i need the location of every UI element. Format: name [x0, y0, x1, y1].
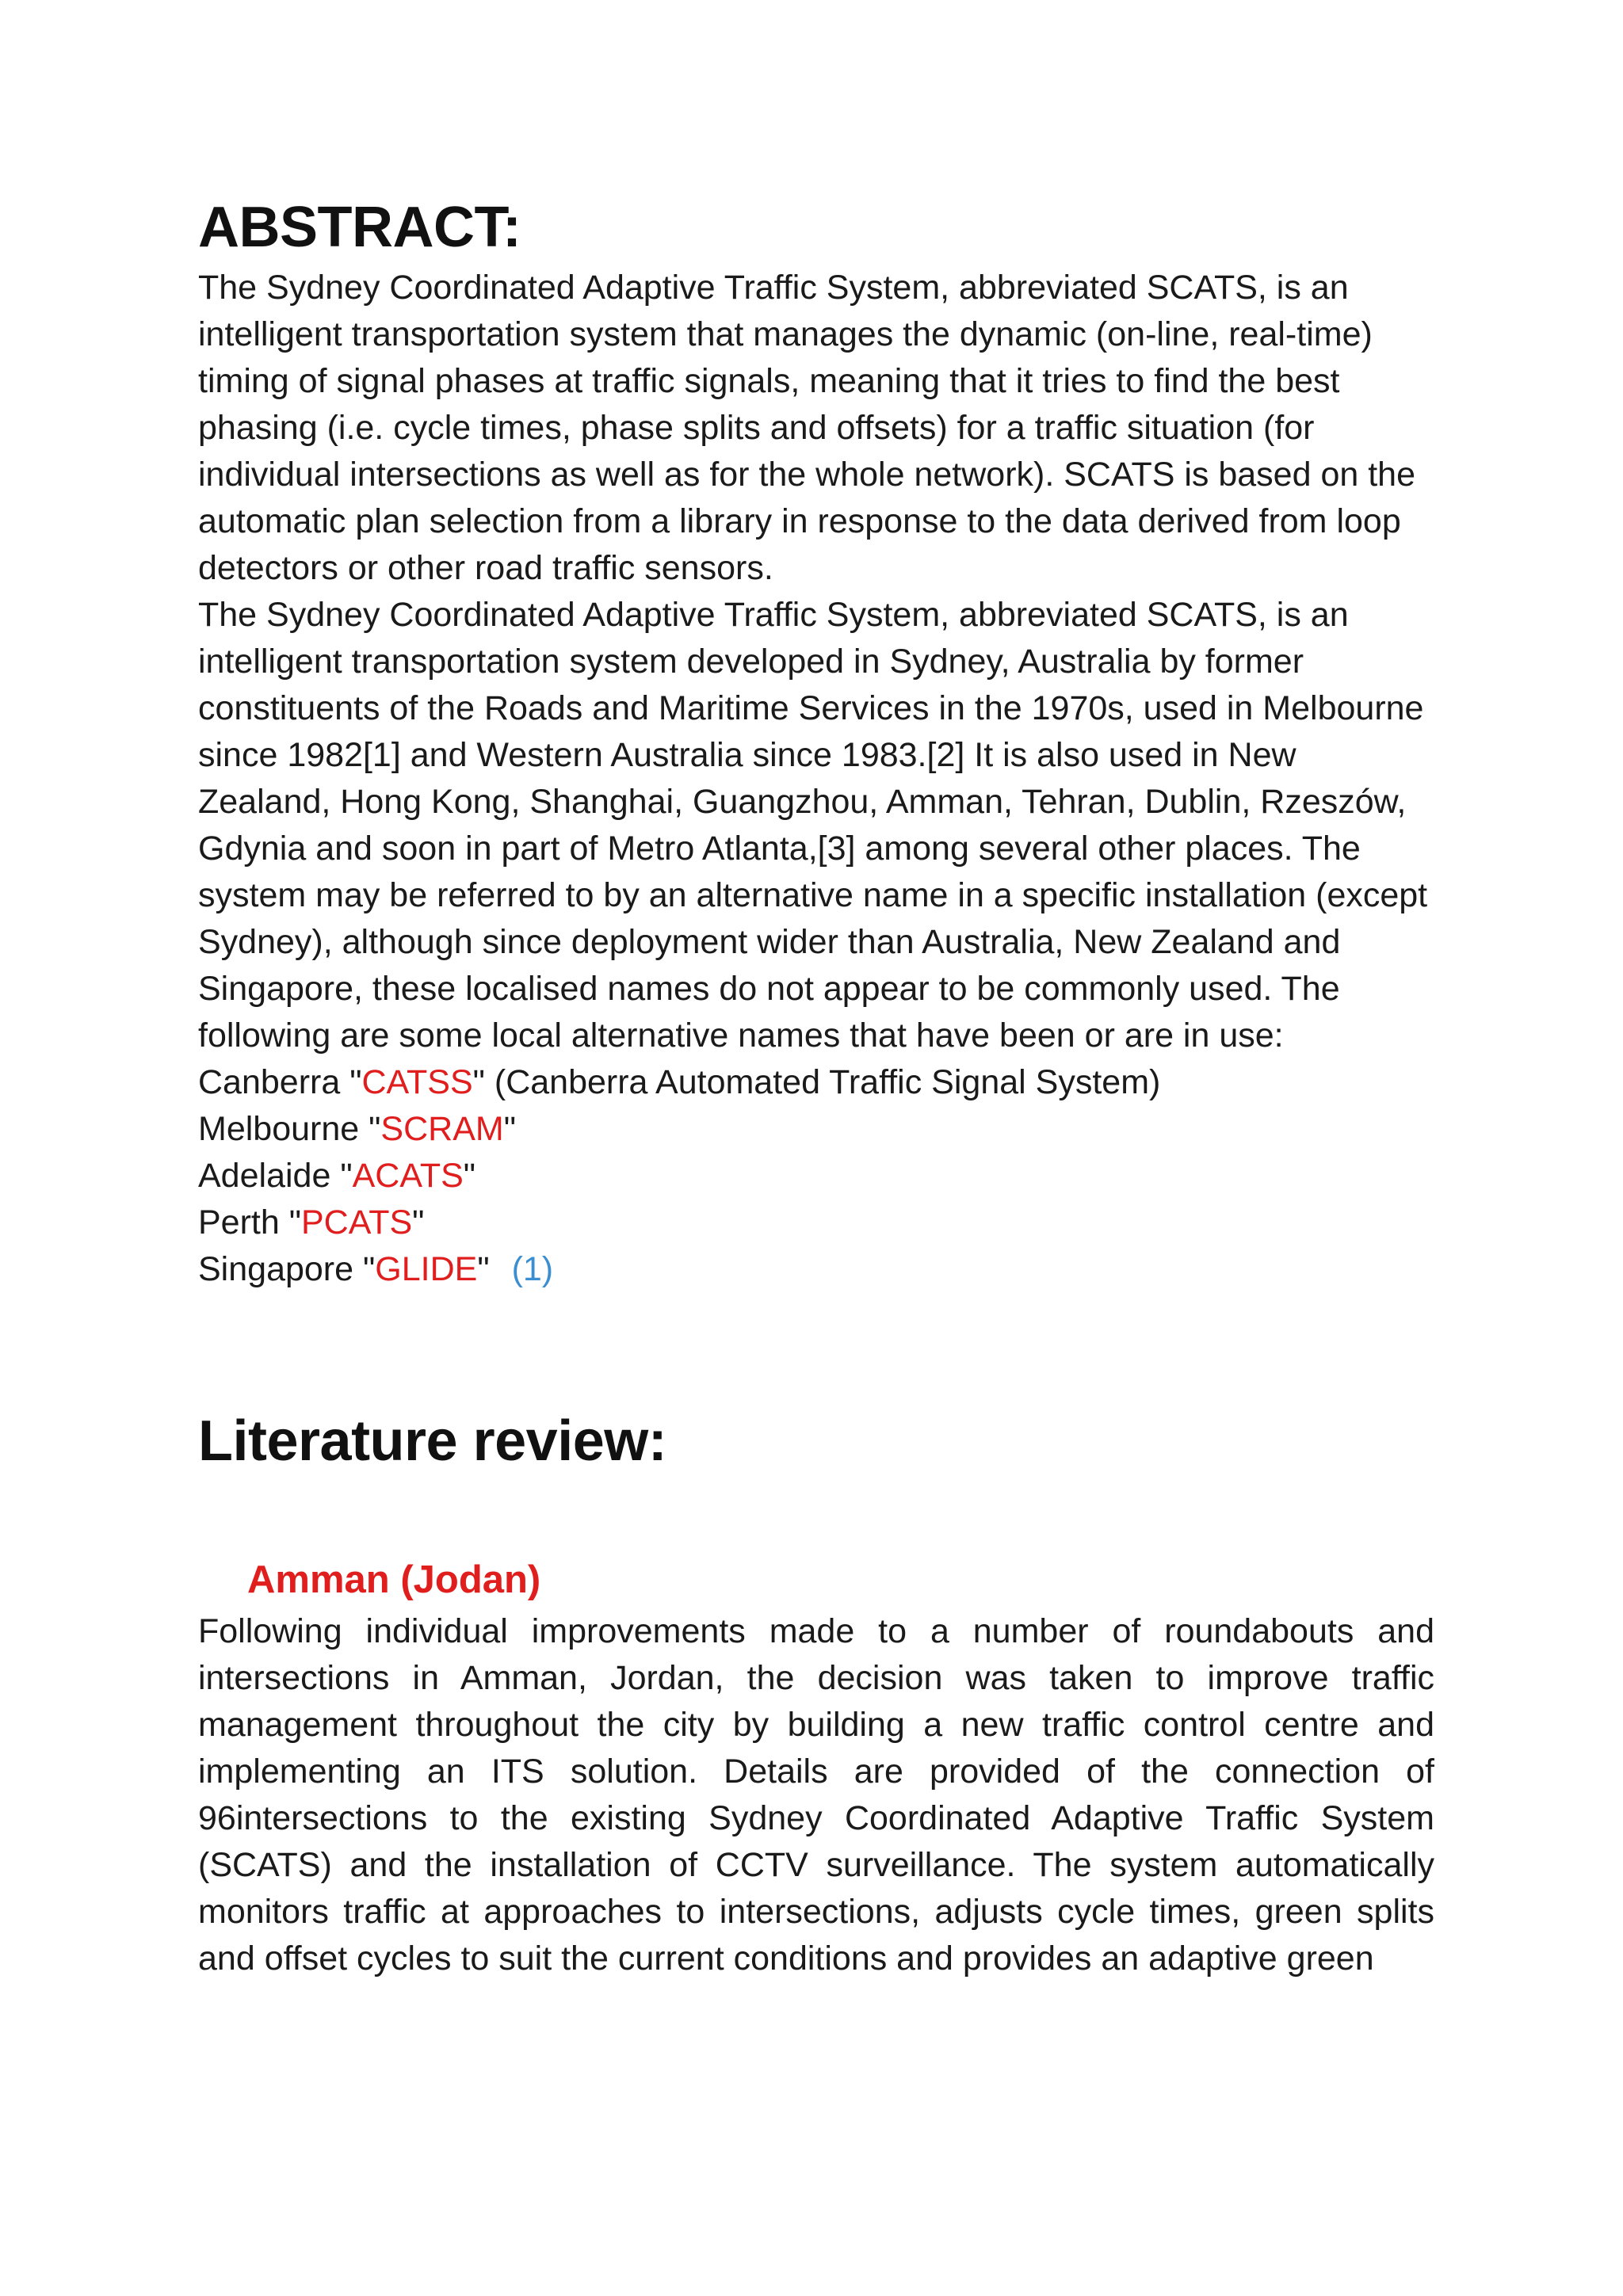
alt-name-city: Canberra — [198, 1062, 341, 1101]
alt-name-item: Singapore "GLIDE" (1) — [198, 1249, 554, 1288]
alt-name-city: Melbourne — [198, 1109, 360, 1148]
amman-paragraph: Following individual improvements made to a number of roundabouts and intersections in Amman, Jordan, the decision was taken to improve traffic management throughout the city by building a new traffic control centre and implementing an ITS solution. Details are provided of the connection of 96intersections to the existing Sydney Coordinated Adaptive Traffic System (SCATS) and the installation of CCTV surveillance. The system automatically monitors traffic at approaches to intersections, adjusts cycle times, green splits and offset cycles to suit the current conditions and provides an adaptive green — [198, 1611, 1434, 1978]
alt-name-item: Perth "PCATS" — [198, 1203, 425, 1241]
amman-subheading: Amman (Jodan) — [247, 1558, 541, 1602]
reference-link[interactable]: (1) — [511, 1249, 554, 1288]
page-content — [198, 198, 1434, 1982]
alt-name-acronym: GLIDE — [375, 1249, 478, 1288]
alt-name-city: Perth — [198, 1203, 280, 1241]
alt-name-item: Canberra "CATSS" (Canberra Automated Traffic Signal System) — [198, 1062, 1161, 1101]
literature-review-heading: Literature review: — [198, 1409, 667, 1473]
alt-name-item: Melbourne "SCRAM" — [198, 1109, 516, 1148]
alt-name-item: Adelaide "ACATS" — [198, 1156, 476, 1195]
abstract-paragraph-2: The Sydney Coordinated Adaptive Traffic System, abbreviated SCATS, is an intelligent transportation system developed in Sydney, Australia by former constituents of the Roads and Maritime Services in the 1970s, used in Melbourne since 1982[1] and Western Australia since 1983.[2] It is also used in New Zealand, Hong Kong, Shanghai, Guangzhou, Amman, Tehran, Dublin, Rzeszów, Gdynia and soon in part of Metro Atlanta,[3] among several other places. The system may be referred to by an alternative name in a specific installation (except Sydney), although since deployment wider than Australia, New Zealand and Singapore, these localised names do not appear to be commonly used. The following are some local alternative names that have been or are in use: — [198, 595, 1428, 1055]
alt-name-acronym: ACATS — [352, 1156, 464, 1195]
alt-name-expansion: (Canberra Automated Traffic Signal System) — [484, 1062, 1161, 1101]
alternative-names-list — [198, 1059, 1434, 1293]
alt-name-city: Singapore — [198, 1249, 354, 1288]
abstract-paragraph-1: The Sydney Coordinated Adaptive Traffic System, abbreviated SCATS, is an intelligent transportation system that manages the dynamic (on-line, real-time) timing of signal phases at traffic signals, meaning that it tries to find the best phasing (i.e. cycle times, phase splits and offsets) for a traffic situation (for individual intersections as well as for the whole network). SCATS is based on the automatic plan selection from a library in response to the data derived from loop detectors or other road traffic sensors. — [198, 268, 1416, 587]
alt-name-acronym: PCATS — [301, 1203, 413, 1241]
abstract-heading: ABSTRACT: — [198, 196, 521, 259]
alt-name-acronym: CATSS — [361, 1062, 473, 1101]
alt-name-city: Adelaide — [198, 1156, 331, 1195]
alt-name-acronym: SCRAM — [380, 1109, 504, 1148]
